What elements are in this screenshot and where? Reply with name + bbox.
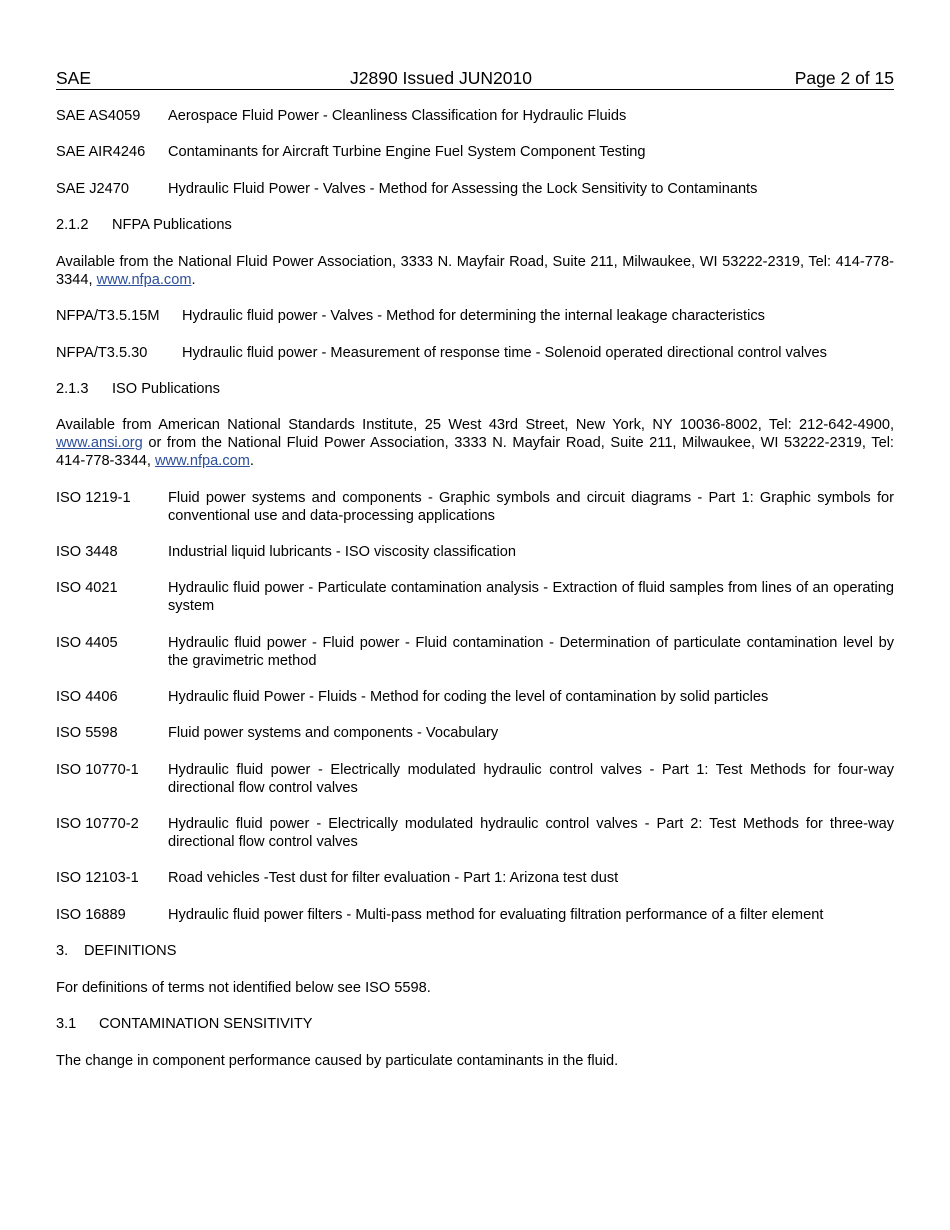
reference-code: ISO 4021	[56, 580, 118, 596]
nfpa-link[interactable]: www.nfpa.com	[96, 272, 192, 288]
availability-text: Available from the National Fluid Power Association, 3333 N. Mayfair Road, Suite 211, Milwaukee, WI 53222-2319, Tel: 414-778-3344,	[56, 254, 894, 288]
reference-item	[56, 634, 894, 670]
reference-item	[56, 688, 894, 706]
section-number: 2.1.2	[56, 217, 89, 233]
reference-item	[56, 906, 894, 924]
reference-title: Hydraulic fluid power - Fluid power - Fluid contamination - Determination of particulate contamination level by the gravimetric method	[168, 635, 894, 669]
reference-title: Road vehicles -Test dust for filter evaluation - Part 1: Arizona test dust	[168, 870, 619, 886]
reference-code: ISO 10770-1	[56, 762, 139, 778]
reference-code: ISO 1219-1	[56, 490, 131, 506]
reference-item	[56, 724, 894, 742]
contamination-sensitivity-definition: The change in component performance caused by particulate contaminants in the fluid.	[56, 1053, 619, 1069]
reference-item	[56, 344, 894, 362]
reference-item	[56, 761, 894, 797]
reference-item	[56, 543, 894, 561]
reference-code: NFPA/T3.5.15M	[56, 308, 160, 324]
definitions-intro: For definitions of terms not identified below see ISO 5598.	[56, 980, 431, 996]
section-heading-definitions	[56, 942, 894, 960]
section-title: ISO Publications	[112, 381, 220, 397]
nfpa-link[interactable]: www.nfpa.com	[155, 453, 250, 469]
reference-item	[56, 107, 894, 125]
section-title: NFPA Publications	[112, 217, 232, 233]
sentence-end: .	[191, 272, 196, 288]
reference-code: SAE AIR4246	[56, 144, 146, 160]
section-number: 3.1	[56, 1016, 77, 1032]
section-number: 2.1.3	[56, 381, 89, 397]
reference-title: Contaminants for Aircraft Turbine Engine Fuel System Component Testing	[168, 144, 646, 160]
reference-title: Hydraulic fluid power - Particulate contamination analysis - Extraction of fluid samples from lines of an operating system	[168, 580, 894, 614]
nfpa-availability-paragraph	[56, 253, 894, 289]
reference-title: Hydraulic fluid power - Measurement of response time - Solenoid operated directional control valves	[182, 345, 827, 361]
reference-title: Hydraulic fluid power - Electrically modulated hydraulic control valves - Part 1: Test Methods for four-way directional flow control valves	[168, 762, 894, 796]
reference-item	[56, 180, 894, 198]
section-heading-iso	[56, 380, 894, 398]
reference-item	[56, 579, 894, 615]
reference-code: ISO 4405	[56, 635, 118, 651]
availability-text: Available from American National Standards Institute, 25 West 43rd Street, New York, NY 10036-8002, Tel: 212-642-4900,	[56, 417, 894, 433]
reference-title: Fluid power systems and components - Vocabulary	[168, 725, 499, 741]
availability-text: or from the National Fluid Power Association, 3333 N. Mayfair Road, Suite 211, Milwaukee, WI 53222-2319, Tel: 414-778-3344,	[56, 435, 894, 469]
reference-title: Hydraulic fluid power filters - Multi-pass method for evaluating filtration performance of a filter element	[168, 907, 824, 923]
section-heading-nfpa	[56, 216, 894, 234]
reference-item	[56, 869, 894, 887]
reference-code: ISO 5598	[56, 725, 118, 741]
reference-title: Hydraulic Fluid Power - Valves - Method for Assessing the Lock Sensitivity to Contaminants	[168, 181, 758, 197]
header-org: SAE	[56, 68, 92, 88]
section-number: 3.	[56, 943, 69, 959]
section-title: DEFINITIONS	[84, 943, 177, 959]
section-title: CONTAMINATION SENSITIVITY	[99, 1016, 313, 1032]
page-header	[56, 68, 894, 90]
reference-code: ISO 16889	[56, 907, 126, 923]
ansi-link[interactable]: www.ansi.org	[56, 435, 143, 451]
reference-title: Fluid power systems and components - Graphic symbols and circuit diagrams - Part 1: Graphic symbols for conventional use and data-processing applications	[168, 490, 894, 524]
reference-item	[56, 143, 894, 161]
header-page-number: Page 2 of 15	[794, 68, 894, 88]
sentence-end: .	[249, 453, 254, 469]
reference-item	[56, 815, 894, 851]
reference-item	[56, 307, 894, 325]
reference-title: Hydraulic fluid power - Electrically modulated hydraulic control valves - Part 2: Test Methods for three-way directional flow control valves	[168, 816, 894, 850]
section-heading-contamination-sensitivity	[56, 1015, 894, 1033]
reference-code: NFPA/T3.5.30	[56, 345, 148, 361]
reference-code: ISO 3448	[56, 544, 118, 560]
reference-code: SAE AS4059	[56, 108, 141, 124]
reference-item	[56, 489, 894, 525]
reference-code: ISO 12103-1	[56, 870, 139, 886]
reference-title: Hydraulic fluid power - Valves - Method for determining the internal leakage characteristics	[182, 308, 765, 324]
reference-code: SAE J2470	[56, 181, 130, 197]
reference-title: Aerospace Fluid Power - Cleanliness Classification for Hydraulic Fluids	[168, 108, 627, 124]
reference-code: ISO 10770-2	[56, 816, 139, 832]
reference-code: ISO 4406	[56, 689, 118, 705]
reference-title: Industrial liquid lubricants - ISO viscosity classification	[168, 544, 516, 560]
iso-availability-paragraph	[56, 416, 894, 470]
header-doc-id: J2890 Issued JUN2010	[350, 68, 532, 88]
reference-title: Hydraulic fluid Power - Fluids - Method for coding the level of contamination by solid particles	[168, 689, 769, 705]
